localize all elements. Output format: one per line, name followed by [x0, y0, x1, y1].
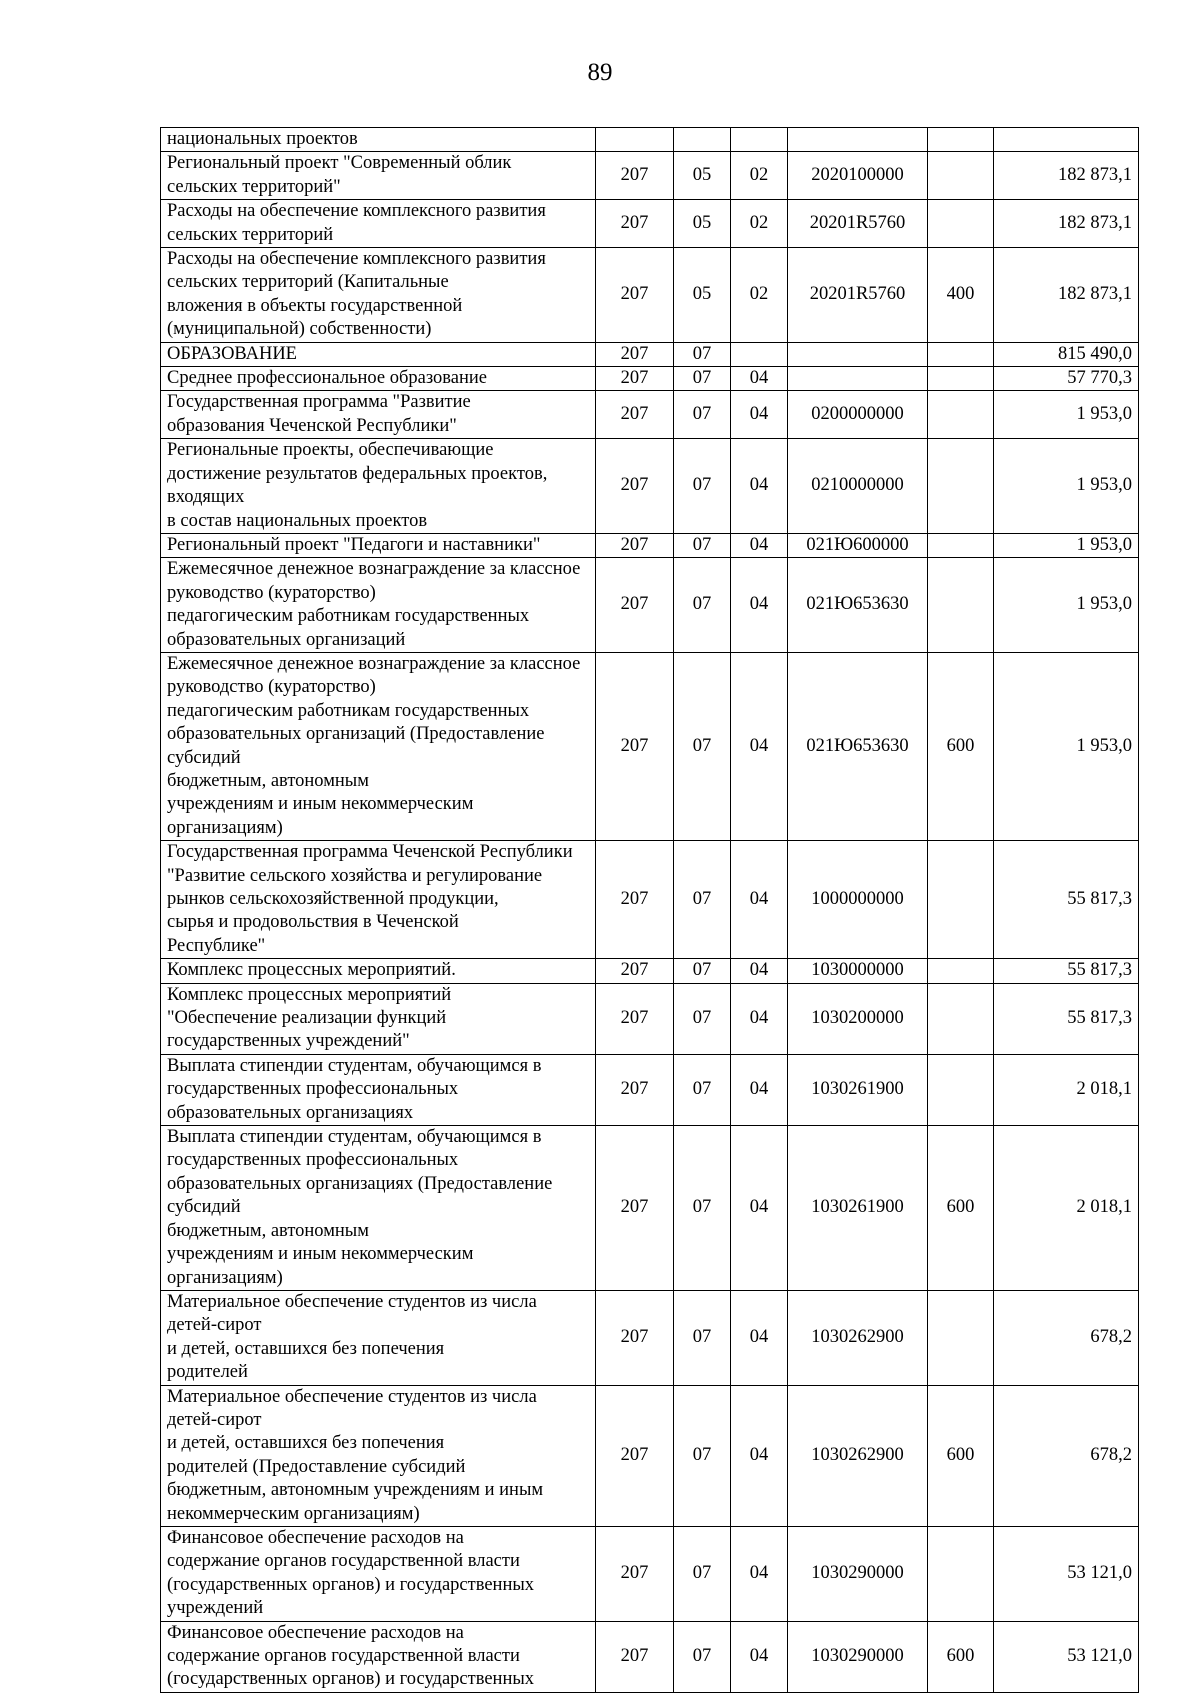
subsection-cell: 04: [731, 1290, 788, 1385]
expense-type-cell: [928, 128, 994, 152]
table-row: [161, 367, 1139, 391]
sum-cell: 815 490,0: [994, 342, 1139, 366]
table-row: [161, 152, 1139, 200]
sum-cell: 1 953,0: [994, 652, 1139, 840]
subsection-cell: 04: [731, 391, 788, 439]
expense-type-cell: 600: [928, 1621, 994, 1692]
expense-type-cell: [928, 533, 994, 557]
target-article-cell: 1000000000: [788, 841, 928, 959]
table-row: [161, 391, 1139, 439]
page-number: 89: [587, 59, 613, 86]
table-row: [161, 983, 1139, 1054]
item-name-cell: национальных проектов: [161, 128, 596, 152]
table-row: [161, 1054, 1139, 1125]
subsection-cell: 04: [731, 533, 788, 557]
ved-cell: 207: [596, 342, 674, 366]
sum-cell: 55 817,3: [994, 983, 1139, 1054]
section-cell: 07: [674, 533, 731, 557]
expense-type-cell: 400: [928, 248, 994, 343]
expense-type-cell: [928, 200, 994, 248]
sum-cell: 55 817,3: [994, 841, 1139, 959]
table-row: [161, 439, 1139, 534]
sum-cell: 678,2: [994, 1385, 1139, 1526]
expense-type-cell: 600: [928, 1126, 994, 1291]
item-name-cell: ОБРАЗОВАНИЕ: [161, 342, 596, 366]
budget-table: [160, 127, 1139, 1693]
item-name-cell: Среднее профессиональное образование: [161, 367, 596, 391]
table-row: [161, 200, 1139, 248]
item-name-cell: Выплата стипендии студентам, обучающимся в государственных профессиональных образовательных организациях (Предоставление субсидий бюджетным, автономным учреждениям и иным некоммерческим организациям): [161, 1126, 596, 1291]
subsection-cell: 02: [731, 248, 788, 343]
item-name-cell: Ежемесячное денежное вознаграждение за классное руководство (кураторство) педагогическим работникам государственных образовательных организаций: [161, 558, 596, 653]
sum-cell: 53 121,0: [994, 1526, 1139, 1621]
ved-cell: 207: [596, 391, 674, 439]
table-row: [161, 342, 1139, 366]
expense-type-cell: [928, 391, 994, 439]
sum-cell: 53 121,0: [994, 1621, 1139, 1692]
expense-type-cell: [928, 1054, 994, 1125]
sum-cell: 182 873,1: [994, 152, 1139, 200]
ved-cell: 207: [596, 367, 674, 391]
section-cell: 07: [674, 1621, 731, 1692]
ved-cell: 207: [596, 1621, 674, 1692]
section-cell: 07: [674, 1126, 731, 1291]
ved-cell: 207: [596, 533, 674, 557]
subsection-cell: 04: [731, 652, 788, 840]
section-cell: 07: [674, 342, 731, 366]
sum-cell: [994, 128, 1139, 152]
subsection-cell: 04: [731, 1526, 788, 1621]
target-article-cell: 1030290000: [788, 1621, 928, 1692]
subsection-cell: 04: [731, 983, 788, 1054]
target-article-cell: 20201R5760: [788, 248, 928, 343]
expense-type-cell: [928, 342, 994, 366]
target-article-cell: [788, 342, 928, 366]
table-row: [161, 128, 1139, 152]
table-row: [161, 558, 1139, 653]
sum-cell: 55 817,3: [994, 959, 1139, 983]
ved-cell: 207: [596, 983, 674, 1054]
section-cell: 07: [674, 439, 731, 534]
section-cell: 07: [674, 367, 731, 391]
section-cell: 05: [674, 152, 731, 200]
subsection-cell: 04: [731, 439, 788, 534]
expense-type-cell: [928, 1526, 994, 1621]
target-article-cell: 1030262900: [788, 1290, 928, 1385]
ved-cell: 207: [596, 1385, 674, 1526]
sum-cell: 1 953,0: [994, 533, 1139, 557]
section-cell: 05: [674, 200, 731, 248]
sum-cell: 2 018,1: [994, 1054, 1139, 1125]
target-article-cell: 021Ю600000: [788, 533, 928, 557]
ved-cell: 207: [596, 959, 674, 983]
item-name-cell: Государственная программа Чеченской Республики "Развитие сельского хозяйства и регулирование рынков сельскохозяйственной продукции, сырья и продовольствия в Чеченской Республике": [161, 841, 596, 959]
target-article-cell: 1030262900: [788, 1385, 928, 1526]
sum-cell: 182 873,1: [994, 200, 1139, 248]
expense-type-cell: [928, 439, 994, 534]
sum-cell: 182 873,1: [994, 248, 1139, 343]
subsection-cell: 04: [731, 1126, 788, 1291]
table-row: [161, 533, 1139, 557]
expense-type-cell: [928, 841, 994, 959]
ved-cell: 207: [596, 841, 674, 959]
item-name-cell: Государственная программа "Развитие образования Чеченской Республики": [161, 391, 596, 439]
section-cell: 07: [674, 959, 731, 983]
sum-cell: 2 018,1: [994, 1126, 1139, 1291]
subsection-cell: 04: [731, 558, 788, 653]
subsection-cell: 04: [731, 367, 788, 391]
subsection-cell: [731, 128, 788, 152]
section-cell: 07: [674, 391, 731, 439]
ved-cell: 207: [596, 558, 674, 653]
section-cell: 07: [674, 1054, 731, 1125]
target-article-cell: 021Ю653630: [788, 558, 928, 653]
target-article-cell: 021Ю653630: [788, 652, 928, 840]
subsection-cell: [731, 342, 788, 366]
ved-cell: 207: [596, 248, 674, 343]
target-article-cell: 2020100000: [788, 152, 928, 200]
expense-type-cell: 600: [928, 1385, 994, 1526]
ved-cell: 207: [596, 1054, 674, 1125]
item-name-cell: Выплата стипендии студентам, обучающимся в государственных профессиональных образовательных организациях: [161, 1054, 596, 1125]
item-name-cell: Ежемесячное денежное вознаграждение за классное руководство (кураторство) педагогическим работникам государственных образовательных организаций (Предоставление субсидий бюджетным, автономным учреждениям и иным некоммерческим организациям): [161, 652, 596, 840]
section-cell: 07: [674, 841, 731, 959]
ved-cell: 207: [596, 439, 674, 534]
target-article-cell: 1030261900: [788, 1054, 928, 1125]
item-name-cell: Комплекс процессных мероприятий.: [161, 959, 596, 983]
table-row: [161, 1385, 1139, 1526]
section-cell: [674, 128, 731, 152]
table-body: [161, 128, 1139, 1693]
expense-type-cell: [928, 959, 994, 983]
expense-type-cell: [928, 367, 994, 391]
table-row: [161, 1126, 1139, 1291]
ved-cell: 207: [596, 1290, 674, 1385]
section-cell: 07: [674, 983, 731, 1054]
expense-type-cell: [928, 558, 994, 653]
section-cell: 07: [674, 652, 731, 840]
table-row: [161, 652, 1139, 840]
subsection-cell: 04: [731, 959, 788, 983]
table-row: [161, 248, 1139, 343]
ved-cell: [596, 128, 674, 152]
target-article-cell: [788, 367, 928, 391]
sum-cell: 678,2: [994, 1290, 1139, 1385]
target-article-cell: 1030290000: [788, 1526, 928, 1621]
ved-cell: 207: [596, 152, 674, 200]
section-cell: 07: [674, 1290, 731, 1385]
ved-cell: 207: [596, 652, 674, 840]
ved-cell: 207: [596, 200, 674, 248]
item-name-cell: Расходы на обеспечение комплексного развития сельских территорий: [161, 200, 596, 248]
sum-cell: 1 953,0: [994, 558, 1139, 653]
item-name-cell: Региональный проект "Современный облик сельских территорий": [161, 152, 596, 200]
item-name-cell: Расходы на обеспечение комплексного развития сельских территорий (Капитальные вложения в объекты государственной (муниципальной) собственности): [161, 248, 596, 343]
ved-cell: 207: [596, 1126, 674, 1291]
item-name-cell: Региональные проекты, обеспечивающие достижение результатов федеральных проектов, входящих в состав национальных проектов: [161, 439, 596, 534]
expense-type-cell: 600: [928, 652, 994, 840]
sum-cell: 1 953,0: [994, 439, 1139, 534]
sum-cell: 1 953,0: [994, 391, 1139, 439]
expense-type-cell: [928, 983, 994, 1054]
table-row: [161, 959, 1139, 983]
target-article-cell: [788, 128, 928, 152]
target-article-cell: 1030200000: [788, 983, 928, 1054]
item-name-cell: Финансовое обеспечение расходов на содержание органов государственной власти (государственных органов) и государственных учреждений: [161, 1526, 596, 1621]
section-cell: 07: [674, 1385, 731, 1526]
section-cell: 05: [674, 248, 731, 343]
item-name-cell: Финансовое обеспечение расходов на содержание органов государственной власти (государственных органов) и государственных: [161, 1621, 596, 1692]
target-article-cell: 0210000000: [788, 439, 928, 534]
target-article-cell: 20201R5760: [788, 200, 928, 248]
table-row: [161, 1526, 1139, 1621]
section-cell: 07: [674, 558, 731, 653]
expense-type-cell: [928, 1290, 994, 1385]
target-article-cell: 1030261900: [788, 1126, 928, 1291]
expense-type-cell: [928, 152, 994, 200]
subsection-cell: 04: [731, 1621, 788, 1692]
subsection-cell: 02: [731, 152, 788, 200]
table-row: [161, 1621, 1139, 1692]
item-name-cell: Материальное обеспечение студентов из числа детей-сирот и детей, оставшихся без попечения родителей (Предоставление субсидий бюджетным, автономным учреждениям и иным некоммерческим организациям): [161, 1385, 596, 1526]
item-name-cell: Региональный проект "Педагоги и наставники": [161, 533, 596, 557]
item-name-cell: Комплекс процессных мероприятий "Обеспечение реализации функций государственных учреждений": [161, 983, 596, 1054]
table-row: [161, 841, 1139, 959]
table-row: [161, 1290, 1139, 1385]
subsection-cell: 02: [731, 200, 788, 248]
section-cell: 07: [674, 1526, 731, 1621]
target-article-cell: 1030000000: [788, 959, 928, 983]
subsection-cell: 04: [731, 1385, 788, 1526]
ved-cell: 207: [596, 1526, 674, 1621]
subsection-cell: 04: [731, 841, 788, 959]
sum-cell: 57 770,3: [994, 367, 1139, 391]
target-article-cell: 0200000000: [788, 391, 928, 439]
item-name-cell: Материальное обеспечение студентов из числа детей-сирот и детей, оставшихся без попечения родителей: [161, 1290, 596, 1385]
subsection-cell: 04: [731, 1054, 788, 1125]
